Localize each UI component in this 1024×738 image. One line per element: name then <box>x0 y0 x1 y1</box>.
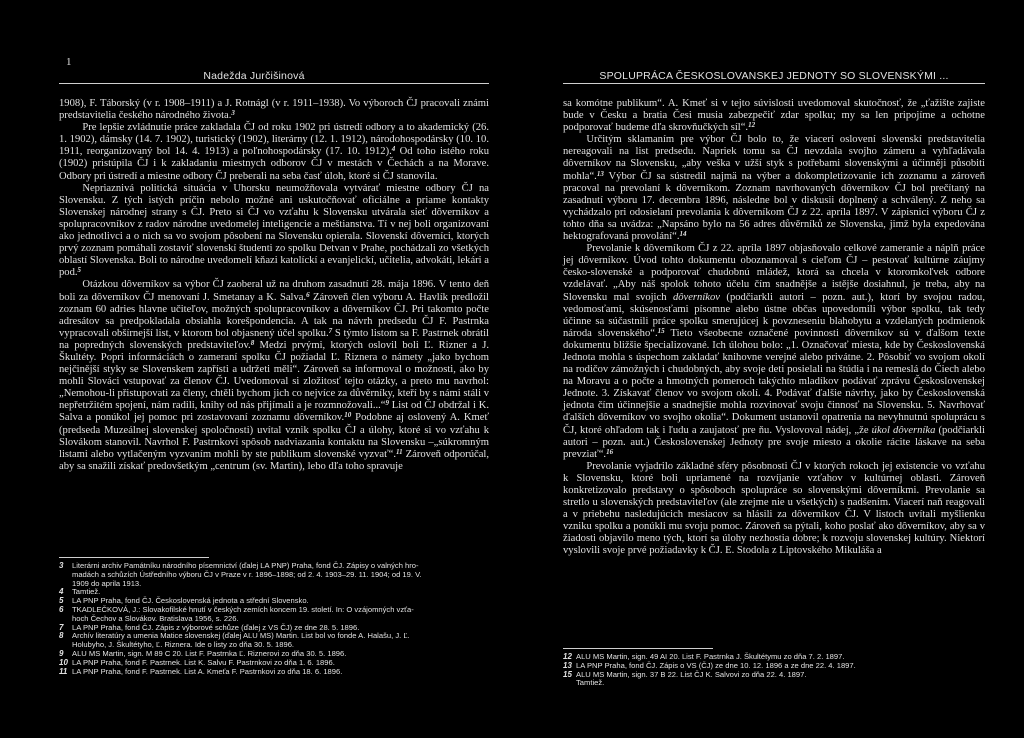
emphasis-text: dôverníkov <box>672 291 720 303</box>
footnote-ref: 9 <box>385 399 389 408</box>
footnote: hoch Čechov a Slovákov. Bratislava 1956, s. 226. <box>72 613 239 623</box>
footnote-number: 10 <box>59 657 68 667</box>
footnote-number: 15 <box>563 669 572 679</box>
text-run: Určitým sklamaním pre výbor ČJ bolo to, že viacerí oslovení slovenskí predstavitelia nereagovali na list predsedu. Napriek tomu sa ČJ nevzdala svojho zámeru a vyhľadávala dôverníkov na Slovensku, „aby veška v užší styk s potřebami slovenskými a účinněji působiti mohla“. <box>563 134 985 182</box>
footnote-ref: 5 <box>77 266 82 275</box>
text-run: Podobne aj oslovený A. Kmeť (predseda Muzeálnej slovenskej spoločnosti) uvítal vznik spolku ČJ a úlohy, ktoré si vo vzťahu k Slovákom stanovil. Navrhol F. Pastrnkovi spôsob nadviazania kontaktu na Slovensku –„súkromným listami alebo vytlačeným vyzvaním mohli by ste publikum slovenské vyzvať“. <box>59 412 489 460</box>
left-page <box>59 0 489 738</box>
paragraph <box>59 183 489 280</box>
paragraph <box>59 122 489 182</box>
footnote: madách a schůzích Ústředního výboru ČJ v Praze v r. 1896–1898; od 2. 4. 1903–29. 11. 1904; od 19. V. <box>72 569 422 579</box>
text-run: Výbor ČJ sa sústredil najmä na výber a dokompletizovanie ich zoznamu a zároveň pracoval na prevolaní k dôverníkom. Zoznam navrhovaných dôverníkov ČJ bol prečítaný na zasadnutí výboru 17. decembra 1896, následne bol v diskusii doplnený a schválený. Z neho sa vychádzalo pri odosielaní prevolania k dôverníkom ČJ z 22. apríla 1897. V zápisnici výboru ČJ z tohto dňa sa uvádza: „Napsáno bylo na 56 adres důvěrníků ze Slovenska, jimž byla expedována hektografovaná provolání“. <box>563 170 985 243</box>
footnote-ref: 13 <box>596 169 604 178</box>
footnote-text: ALU MS Martin, sign. 37 B 22. List ČJ K. Salvovi zo dňa 22. 4. 1897. <box>576 669 807 679</box>
footnote-ref: 7 <box>328 326 333 335</box>
text-run: Zároveň člen výboru A. Havlík predložil zoznam 60 adries hlavne učiteľov, možných spolupracovníkov a dôverníkov ČJ. Pri takomto počte adresátov sa predpokladala obsiahla korešpondencia. A tak na návrh predsedu ČJ F. Pastrnka vypracovali obšírnejší list, v ktorom bol objasnený účel spolku. <box>59 291 489 339</box>
text-run: List od ČJ obdržal i K. Salva a ponúkol jej pomoc pri zostavovaní zoznamu dôverníkov. <box>59 400 489 424</box>
footnotes-left <box>59 557 489 676</box>
paragraph <box>563 243 985 461</box>
running-head-right: SPOLUPRÁCA ČESKOSLOVANSKEJ JEDNOTY SO SLOVENSKÝMI ... <box>599 70 949 82</box>
footnote-text: LA PNP Praha, fond ČJ. Zápis z výborové schůze (ďalej z VS ČJ) ze dne 28. 5. 1896. <box>72 622 360 632</box>
footnote-text: Tamtiež. <box>72 587 101 597</box>
text-run: (podčiarkli autori – pozn. aut.), ktorí by svojou radou, vedomosťami, skúsenosťami písomne alebo ústne občas upovedomili výbor spolku, tak tedy účinne sa súčastnili práce spolku smerujúcej k povzneseniu blahobytu a vzdelaných podmienok národa slovenského“. <box>563 291 986 339</box>
footnote-ref: 14 <box>679 230 687 239</box>
footnote-ref: 10 <box>344 411 352 420</box>
footnote-ref: 11 <box>395 447 403 456</box>
text-run: Otázkou dôverníkov sa výbor ČJ zaoberal už na druhom zasadnutí 28. mája 1896. V tento deň boli za dôverníkov ČJ menovaní J. Smetanay a K. Salva. <box>59 279 489 303</box>
text-run: Od toho istého roku (1902) pristúpila ČJ i k zakladaniu miestnych odborov ČJ v mestách v Čechách a na Morave. Odbory pri ústredí a miestne odbory ČJ preberali na seba časť úloh, ktoré si ČJ stanovila. <box>59 146 489 182</box>
body-text-left <box>59 98 489 473</box>
footnote-text: LA PNP Praha, fond F. Pastrnek. List K. Salvu F. Pastrnkovi zo dňa 1. 6. 1896. <box>72 657 335 667</box>
text-run: Nepriaznivá politická situácia v Uhorsku neumožňovala vytvárať miestne odbory ČJ na Slovensku. Z tých istých príčin nebolo možné ani uskutočňovať oficiálne a priame kontakty Slovenskej národnej strany s ČJ. Preto si ČJ vo vzťahu k Slovensku utvárala sieť dôverníkov a spolupracovníkov z radov národne uvedomelej inteligencie a meštianstva. Tí v nej boli organizovaní ako jednotlivci a o nich sa vo svojom pôsobení na Slovensku opierala. Slovenskí dôverníci, ktorých prvý zoznam pomáhali zostaviť slovenskí študenti zo spolku Detvan v Prahe, pochádzali zo všetkých oblastí Slovenska. Boli to národne uvedomelí kňazi katolíckí a evanjelickí, učitelia, advokáti, lekári a pod. <box>59 182 489 279</box>
body-text-right <box>563 98 985 558</box>
footnote-ref: 12 <box>748 121 756 130</box>
footnote-number: 11 <box>59 666 68 676</box>
paragraph <box>563 98 985 134</box>
footnote-number: 8 <box>59 631 64 641</box>
header-rule-left <box>59 83 489 84</box>
footnote-number: 13 <box>563 660 572 670</box>
running-head-left: Nadežda Jurčišinová <box>203 70 305 82</box>
text-run: Zároveň odporúčal, aby sa snažili získať predovšetkým „centrum (sv. Martin), lebo dľa toho spravuje <box>59 448 489 472</box>
footnote-ref: 6 <box>306 290 310 299</box>
footnote-number: 9 <box>59 648 64 658</box>
footnote-rule-left <box>59 557 209 558</box>
footnote-ref: 3 <box>231 109 235 118</box>
paragraph <box>563 134 985 243</box>
footnote-text: Literárni archiv Památníku národního písemnictví (ďalej LA PNP) Praha, fond ČJ. Zápisy o valných hro- <box>72 561 419 570</box>
footnote-number: 5 <box>59 596 64 606</box>
text-run: sa komótne publikum“. A. Kmeť si v tejto súvislosti uvedomoval skutočnosť, že „ťažište zajiste bude v Česku a bratia Česi musia zabezpečiť zdar spolku; my sa len pripojíme a ochotne podporovať budeme dľa skrovňučkých síl“. <box>563 98 985 134</box>
paragraph <box>59 279 489 473</box>
footnote-text: LA PNP Praha, fond ČJ. Československá jednota a střední Slovensko. <box>72 596 309 606</box>
footnote: 1909 do aprila 1913. <box>72 578 142 588</box>
footnote-number: 3 <box>59 561 64 570</box>
footnote-rule-right <box>563 648 713 649</box>
footnote-ref: 16 <box>606 447 614 456</box>
footnote <box>59 668 489 677</box>
paragraph <box>59 98 489 122</box>
footnote-text: ALU MS Martin, sign. 49 AI 20. List F. Pastrnka J. Škultétymu zo dňa 7. 2. 1897. <box>576 652 845 661</box>
emphasis-text: úkol dôverníka <box>871 424 936 436</box>
footnote-number: 12 <box>563 652 572 661</box>
footnote-number: 4 <box>59 587 64 597</box>
footnote-text: ALU MS Martin, sign. M 89 C 20. List F. Pastrnka Ľ. Riznerovi zo dňa 30. 5. 1896. <box>72 648 347 658</box>
footnote-text: TKADLEČKOVÁ, J.: Slovakofilské hnutí v českých zemích koncem 19. století. In: O vzájomných vzťa- <box>72 604 414 614</box>
right-page <box>563 0 985 738</box>
text-run: Medzi prvými, ktorých oslovil boli Ľ. Rizner a J. Škultéty. Popri informáciách o zameraní spolku ČJ požiadal Ľ. Riznera o námety „jako bychom nejčinější styky se Slovenskem zapřísti a udržeti měli“. Zároveň sa informoval o možnosti, ako by mohli Slováci vstupovať za členov ČJ. Uvedomoval si zložitosť tejto otázky, a preto mu navrhol: „Nemohou-li přistupovati za členy, chtěli bychom jich co nejvíce za důvěrníky, kteří by s námi stáli v nepřetržitém spojení, nám radili, knihy od nás přijímali a je rozmnožovali...“ <box>59 339 489 412</box>
text-run: S týmto listom sa F. Pastrnek obrátil na popredných slovenských predstaviteľov. <box>59 327 489 351</box>
footnote: Holubyho, J. Škultétyho, Ľ. Riznera. Ide o listy zo dňa 30. 5. 1896. <box>72 640 295 650</box>
text-run: Prevolanie k dôverníkom ČJ z 22. apríla 1897 objasňovalo celkové zameranie a náplň práce jej dôverníkov. Úvod tohto dokumentu oboznamoval s cieľom ČJ – pestovať kultúrne záujmy česko-slovenské a podporovať chudobnú mládež, ktorá sa chcela v ktoromkoľvek odbore vzdelávať. „Aby náš spolok tohoto účelu čím snadnějše a istějše dosiahnul, je treba, aby na Slovensku mal svojich <box>563 243 985 303</box>
text-run: Tieto všeobecne označené povinnosti dôverníkov sú v ďalšom texte dokumentu bližšie špecializované. Ich úlohou bolo: „1. Označovať miesta, kde by Československá Jednota mohla s úspechom zakladať knihovne verejné alebo privátne. 2. Pôsobiť vo svojom okolí na rodičov zámožných i chudobných, aby svoje deti posielali na štúdia i na remeslá do Čiech alebo na Moravu a o počte a hmotných pomeroch takýchto mladíkov podávať zprávu Československej Jednote. 3. Získavať členov vo svojom okolí. 4. Podávať ďalšie návrhy, jako by Československá jednota čím účinnejšie a snadnejšie mohla rozvinovať svoju činnosť na Slovensku. 5. Navrhovať ďalších dôverníkov vo svojho okolia“. Dokument ustanovil opatrenia na nevyhnutnú spoluprácu s ČJ, ktoré ohľadom tak i ľudu a zaujatosť pre ňu. Vyslovoval nádej, „že <box>563 327 985 436</box>
header-rule-right <box>563 83 985 84</box>
footnote-number: 6 <box>59 604 64 614</box>
footnote <box>563 671 985 680</box>
text-run: Pre lepšie zvládnutie práce zakladala ČJ od roku 1902 pri ústredí odbory a to akademický (26. 1. 1902), dámsky (14. 7. 1902), turistický (1902), literárny (12. 1. 1912), národohospodársky (10. 10. 1911, reorganizovaný bol 14. 4. 1913) a poľnohospodársky (17. 10. 1912). <box>59 122 489 158</box>
paragraph <box>563 461 985 558</box>
text-run: Prevolanie vyjadrilo základné sféry pôsobnosti ČJ v ktorých rokoch jej existencie vo vzťahu k Slovensku, ktoré boli upriamené na rozvíjanie vzťahov v kultúrnej oblasti. Zároveň konkretizovalo predstavy o spôsoboch spolupráce so slovenskými dôverníkmi. Prevolanie sa stretlo u slovenských predstaviteľov (ale zrejme nie u všetkých) s nadšením. Viacerí naň reagovali a v priebehu nasledujúcich mesiacov sa hlásili za dôverníkov ČJ. V listoch uvítali myšlienku vzniku spolku a ponúkli mu svoju pomoc. Zároveň sa pýtali, koho poslať ako dôverníkov, aby sa v žiadosti objavilo meno tých, ktorí sa úlohy nezhostia dobre; k rozvoju slovenskej kultúry. Niektorí vyslovili svoje prvé požiadavky k ČJ. E. Stodola z Liptovského Mikuláša a <box>563 460 985 557</box>
footnote-ref: 15 <box>657 326 665 335</box>
footnote: Tamtiež. <box>576 678 605 688</box>
footnotes-right <box>563 648 985 688</box>
footnote-text: LA PNP Praha, fond ČJ. Zápis o VS (ČJ) ze dne 10. 12. 1896 a ze dne 22. 4. 1897. <box>576 660 856 670</box>
page-number: 1 <box>66 56 72 68</box>
footnote-text: Archív literatúry a umenia Matice slovenskej (ďalej ALU MS) Martin. List bol vo fonde A. Halašu, J. Ľ. <box>72 631 410 641</box>
text-run: (podčiarkli autori – pozn. aut.) Československej Jednoty pre svoje miesto a okolie rácite láskave na seba prevziať“. <box>563 424 985 460</box>
footnote-number: 7 <box>59 622 64 632</box>
footnote-ref: 4 <box>391 145 396 154</box>
text-run: 1908), F. Táborský (v r. 1908–1911) a J. Rotnágl (v r. 1911–1938). Vo výboroch ČJ pracovali známi predstavitelia českého národného života. <box>59 98 489 122</box>
footnote-ref: 8 <box>250 338 255 347</box>
footnote-text: LA PNP Praha, fond F. Pastrnek. List A. Kmeťa F. Pastrnkovi zo dňa 18. 6. 1896. <box>72 666 343 676</box>
